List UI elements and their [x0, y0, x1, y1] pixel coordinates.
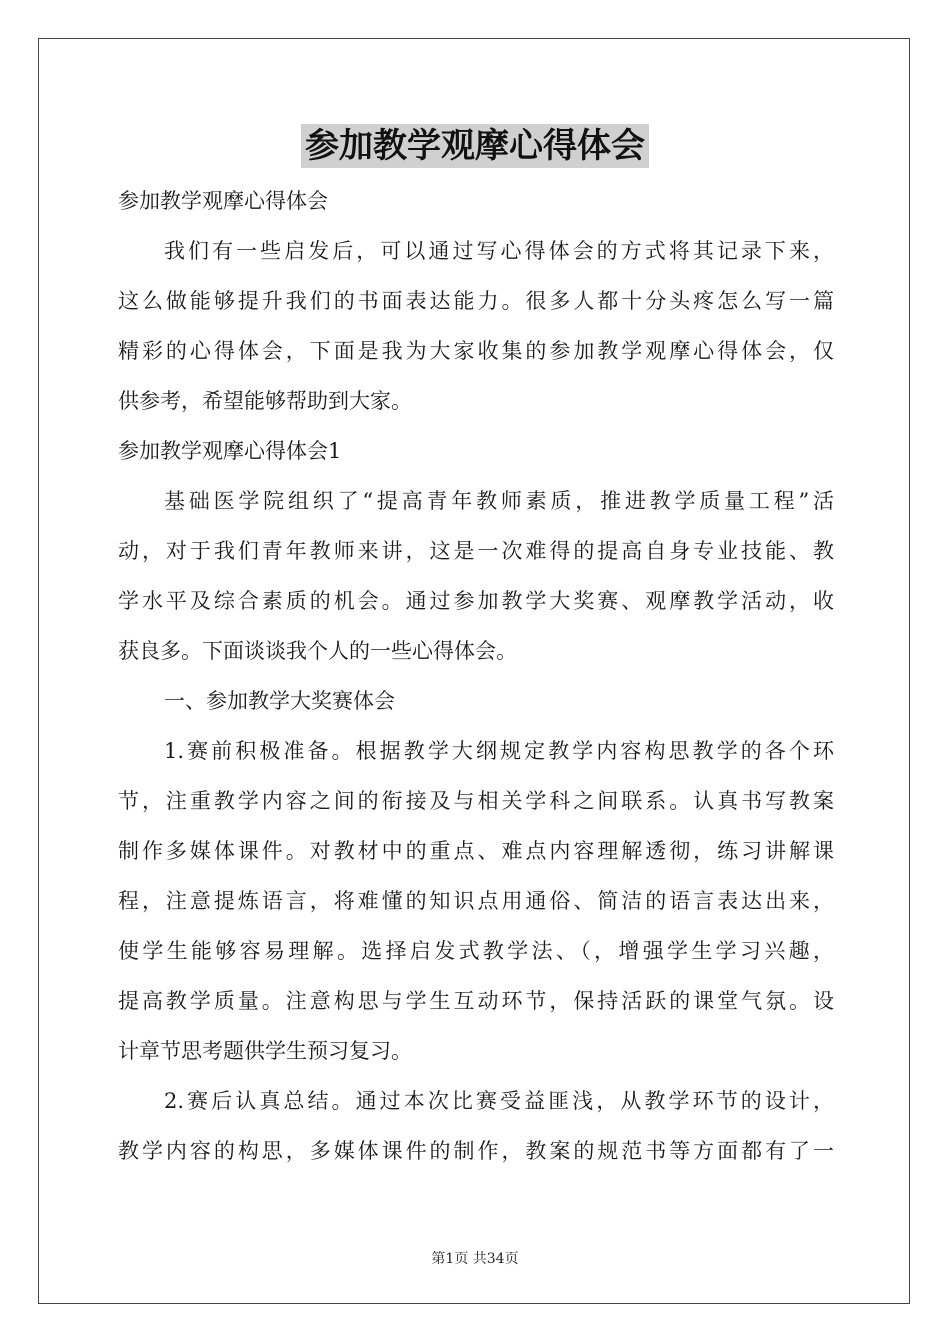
- text-line: 节，注重教学内容之间的衔接及与相关学科之间联系。认真书写教案: [118, 789, 834, 813]
- document-title: 参加教学观摩心得体会: [301, 124, 649, 168]
- text-line: 提高教学质量。注意构思与学生互动环节，保持活跃的课堂气氛。设: [118, 989, 834, 1013]
- text-line: 参加教学观摩心得体会: [118, 189, 328, 213]
- text-line: 学水平及综合素质的机会。通过参加教学大奖赛、观摩教学活动，收: [118, 589, 834, 613]
- text-line: 基础医学院组织了“提高青年教师素质，推进教学质量工程”活: [164, 489, 834, 513]
- title-container: [0, 124, 950, 168]
- text-line: 程，注意提炼语言，将难懂的知识点用通俗、简洁的语言表达出来，: [118, 889, 834, 913]
- text-line: 动，对于我们青年教师来讲，这是一次难得的提高自身专业技能、教: [118, 539, 834, 563]
- document-body: [118, 176, 834, 1176]
- text-line: 参加教学观摩心得体会1: [118, 439, 342, 463]
- text-line: 制作多媒体课件。对教材中的重点、难点内容理解透彻，练习讲解课: [118, 839, 834, 863]
- text-line: 我们有一些启发后，可以通过写心得体会的方式将其记录下来，: [164, 239, 834, 263]
- page-footer: 第1页 共34页: [431, 1251, 519, 1267]
- text-line: 精彩的心得体会，下面是我为大家收集的参加教学观摩心得体会，仅: [118, 339, 834, 363]
- text-line: 供参考，希望能够帮助到大家。: [118, 389, 412, 413]
- text-line: 2.赛后认真总结。通过本次比赛受益匪浅，从教学环节的设计，: [164, 1089, 834, 1113]
- text-line: 计章节思考题供学生预习复习。: [118, 1039, 412, 1063]
- text-line: 这么做能够提升我们的书面表达能力。很多人都十分头疼怎么写一篇: [118, 289, 834, 313]
- text-line: 1.赛前积极准备。根据教学大纲规定教学内容构思教学的各个环: [164, 739, 834, 763]
- text-line: 使学生能够容易理解。选择启发式教学法、（，增强学生学习兴趣，: [118, 939, 834, 963]
- text-line: 获良多。下面谈谈我个人的一些心得体会。: [118, 639, 517, 663]
- text-line: 一、参加教学大奖赛体会: [164, 689, 395, 713]
- text-line: 教学内容的构思，多媒体课件的制作，教案的规范书等方面都有了一: [118, 1139, 834, 1163]
